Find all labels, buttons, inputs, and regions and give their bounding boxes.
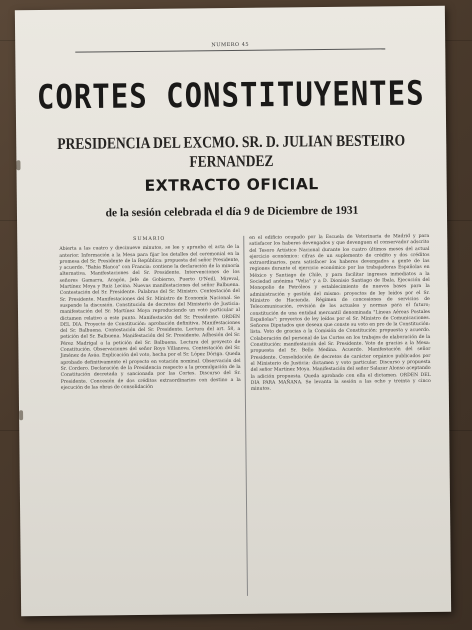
punch-holes — [15, 6, 445, 11]
sumario-label: SUMARIO — [133, 236, 166, 243]
masthead-title: CORTES CONSTITUYENTES — [36, 73, 425, 117]
session-date-line: de la sesión celebrada el día 9 de Diciembre de 1931 — [105, 204, 359, 220]
masthead-subtitle: PRESIDENCIA DEL EXCMO. SR. D. JULIAN BESTEIRO FERNANDEZ — [57, 130, 406, 171]
left-column-text: Abierta a las cuatro y diecinueve minutos, se lee y aprueba el acta de la anterior. Información a la Mesa para fijar los detalles del ceremonial en la promesa del Sr. Presidente de la República: propuesta del señor Presidente, y acuerdo. "Bahía Blanca" con Francia: contiene la declaración de la minoría alternativa. Manifestaciones del Sr. Presidente. Intervenciones de los señores Gamarra, Aragón, Jefe de Gobierno, Puerto O'Neill, Mireval, Martínez Moya y Ruiz Lecina. Nuevas manifestaciones del señor Balbuena. Contestación del Sr. Presidente. Palabras del Sr. Ministro. Contestación del Sr. Presidente. Manifestaciones del Sr. Ministro de Economía Nacional. Se suspende la discusión. Constitución de decretos del Ministerio de Justicia: manifestación del Sr. Martínez Moya reproduciendo un voto particular al dictamen relativo a este punto. Manifestación del Sr. Presidente. ORDEN DEL DIA. Proyecto de Constitución: aprobación definitiva. Manifestaciones del Sr. Balbuena. Contestación del Sr. Presidente. Lectura del art. 58, a petición del Sr. Balbuena. Manifestación del Sr. Presidente. Adhesión del Sr. Pérez Madrigal a la petición del Sr. Balbuena. Lectura del proyecto de Constitución. Observaciones del señor Royo Villanova. Contestación del Sr. Jiménez de Asúa. Explicación del voto, hecha por el Sr. López Dóriga. Queda aprobado definitivamente el proyecto en votación nominal. Observación del Sr. Cordero. Declaración de la Presidencia respecto a la promulgación de la Constitución decretada y sancionada por las Cortes. Discurso del Sr. Presidente. Concesión de dos créditos extraordinarios con destino a la ejecución de las obras de consolidación — [59, 245, 241, 391]
left-column — [59, 236, 241, 392]
newspaper-page — [15, 6, 451, 616]
right-column — [249, 234, 431, 393]
punch-hole — [19, 410, 23, 420]
issue-number: NUMERO 45 — [211, 41, 250, 49]
column-divider — [243, 236, 248, 596]
right-column-text: en el edificio ocupado por la Escuela de Veterinaria de Madrid y para satisfacer los haberes devengados y que devenguen el conservador adscrito del Tesoro Artístico Nacional durante los cuatro últimos meses del actual ejercicio económico: cifras de un suplemento de crédito y dos créditos extraordinarios, para satisfacer los haberes devengados a gente de las regiones durante el ejercicio económico por las trabajadoras Españolas en México y Santiago de Chile, y para facilitar ingresos inmediatos a la Sociedad anónima "Velia" y a D. Dionisio Santiago de Ibala, Ejecución del Monopolio de Petróleos y establecimiento de nuevos bases para la administración y gestión del mismo: proyectos de ley leídos por el Sr. Ministro de Hacienda. Régimen de concesiones de servicios de Telecomunicación, revisión de los actuales y normas para el futuro; constitución de una entidad mercantil denominada "Líneas Aéreas Postales Españolas": proyectos de ley leídos por el Sr. Ministro de Comunicaciones. Señores Diputados que desean que conste su voto en pro de la Constitución: lista. Voto de gracias a la Comisión de Constitución: propuesta y acuerdo. Colaboración del personal de las Cortes en los trabajos de elaboración de la Constitución: manifestación del Sr. Presidente. Voto de gracias a la Mesa: propuesta del Sr. Bello Medina. Acuerdo. Manifestación del señor Presidente. Consolidación de decretos de carácter orgánico publicados por el Ministerio de Justicia: dictamen y voto particular. Discurso y propuesta del señor Martínez Moya. Manifestación del señor Salazar Alonso aceptando la adición propuesta. Queda aprobado con ella el dictamen. ORDEN DEL DIA PARA MAÑANA. Se levanta la sesión a las ocho y treinta y cinco minutos. — [249, 233, 431, 392]
section-heading: EXTRACTO OFICIAL — [144, 175, 319, 195]
